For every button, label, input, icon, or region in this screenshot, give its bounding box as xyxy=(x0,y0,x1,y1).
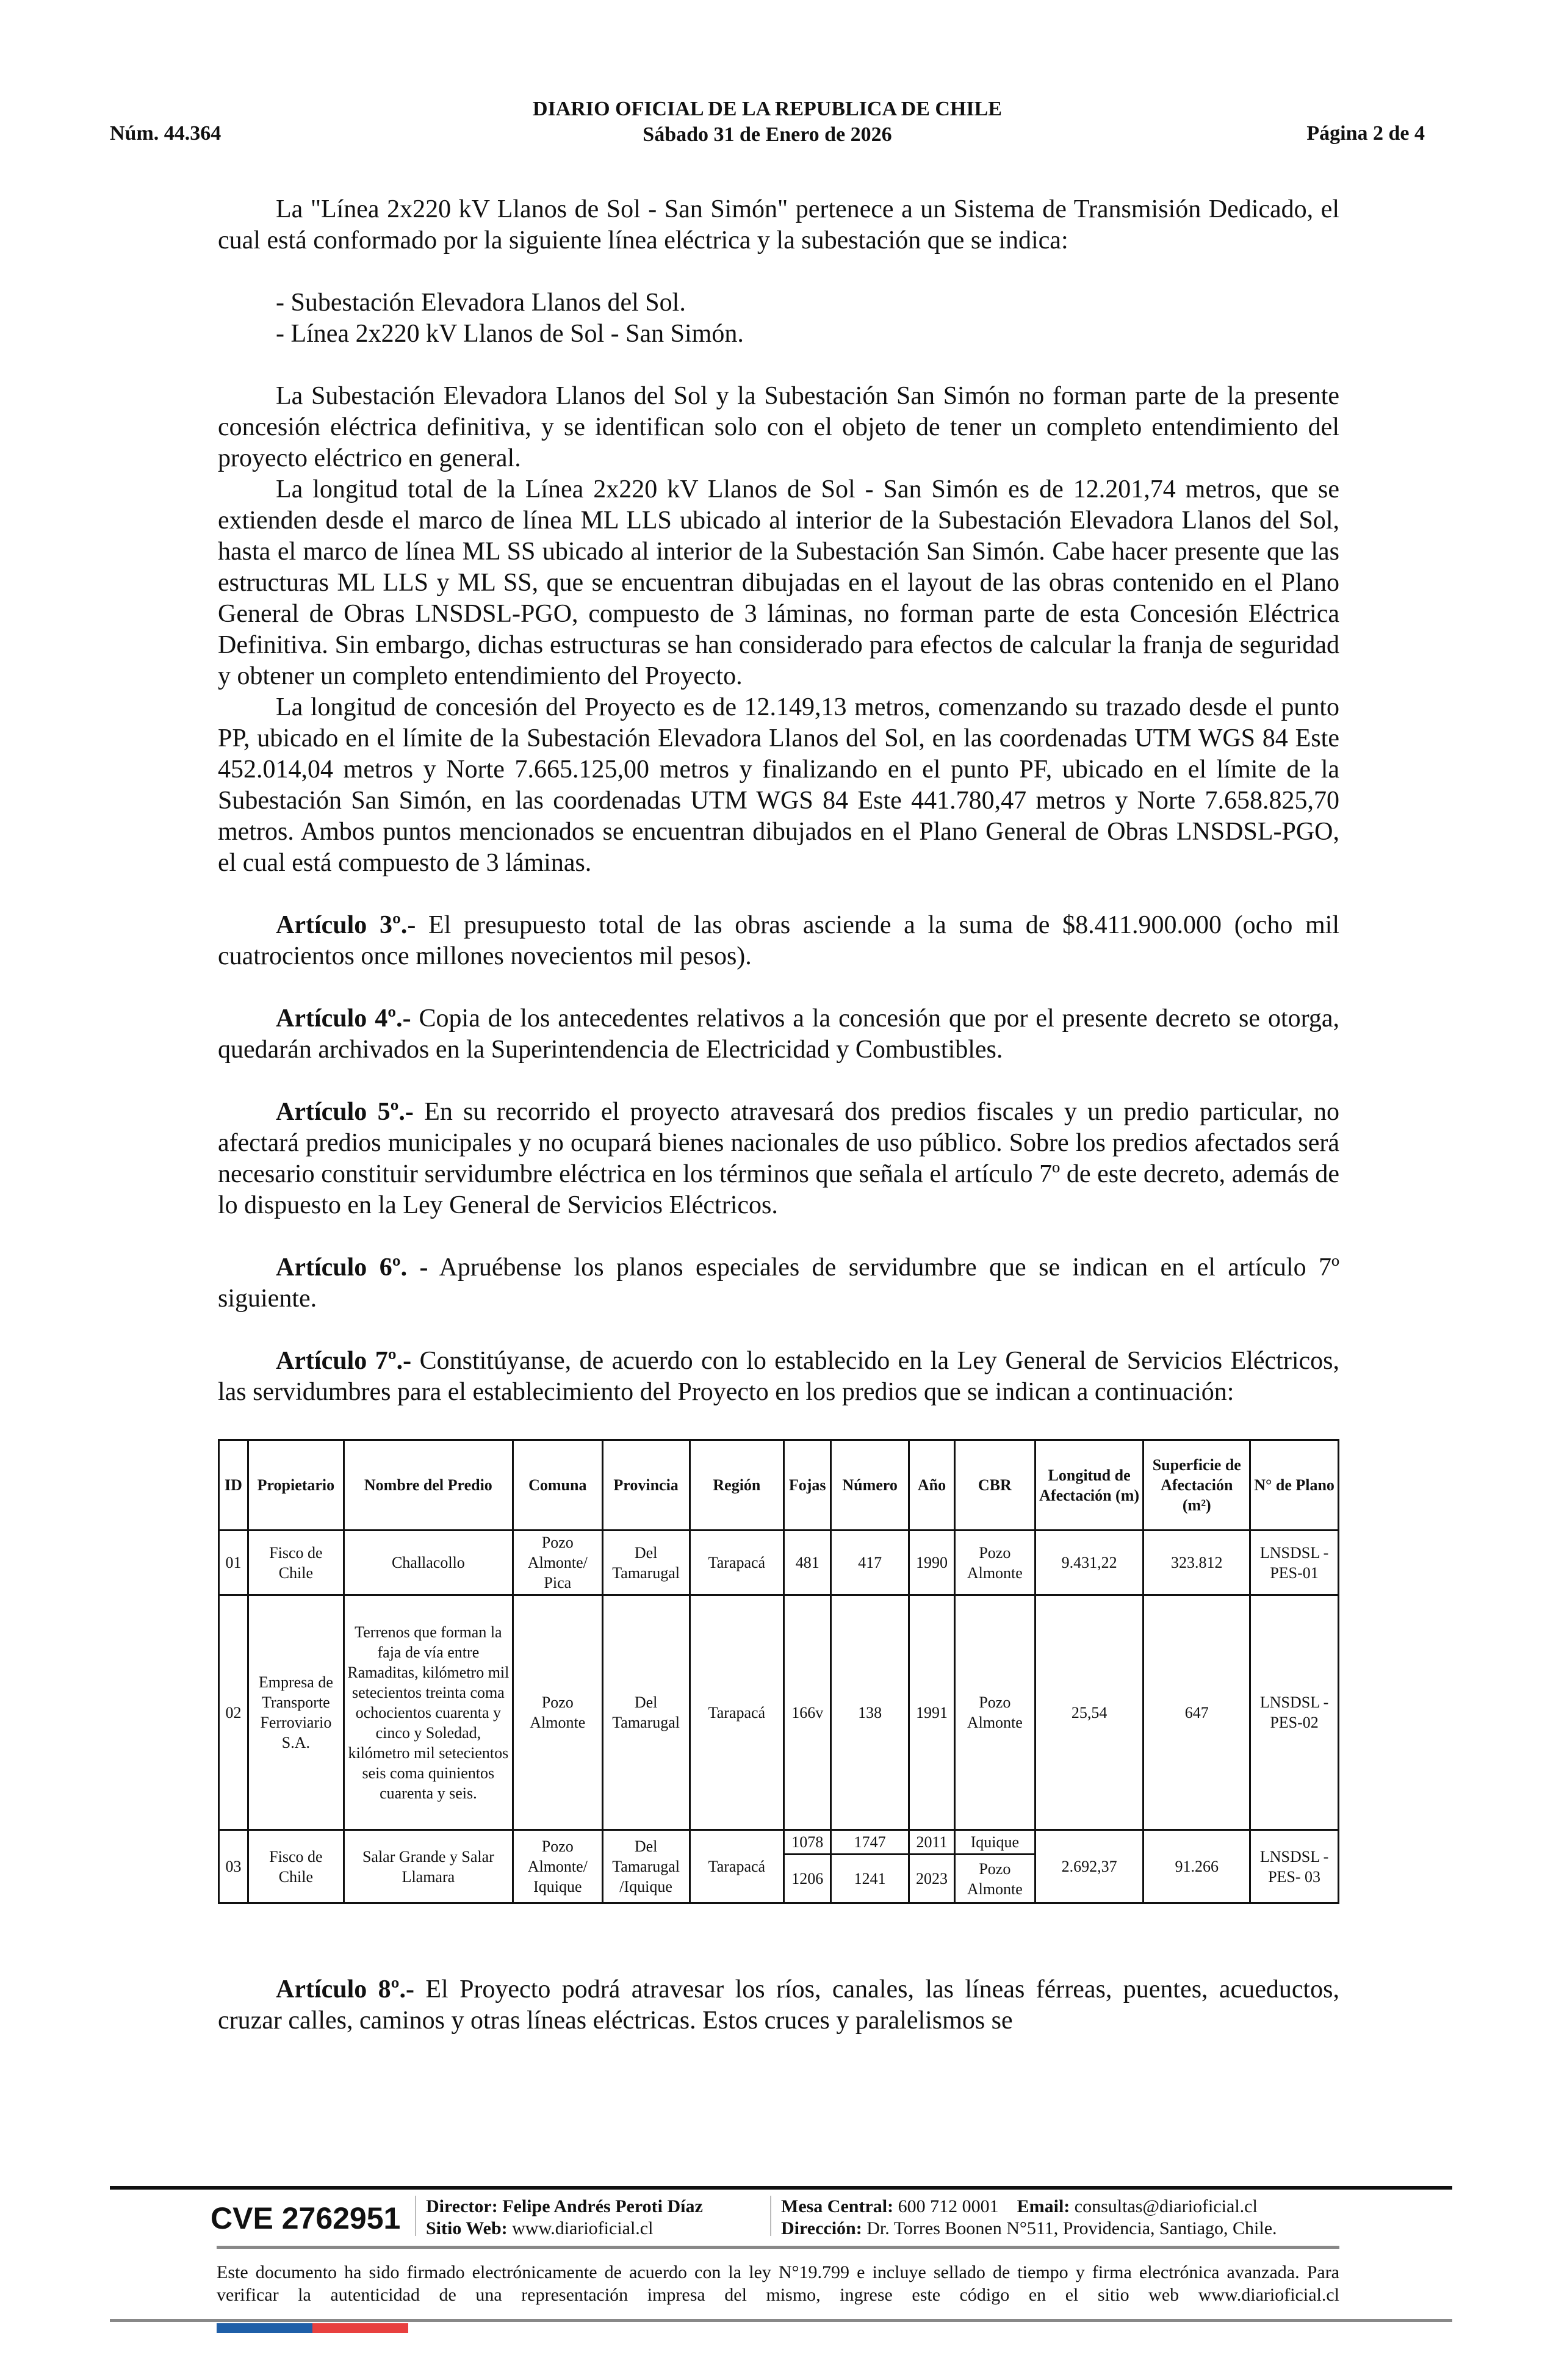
column-header: N° de Plano xyxy=(1250,1440,1339,1531)
cell: Terrenos que forman la faja de vía entre Ramaditas, kilómetro mil setecientos treinta coma ochocientos cuarenta y cinco y Soledad, kilómetro mil setecientos seis coma quinientos cuarenta y seis. xyxy=(344,1595,513,1830)
cell: Pozo Almonte xyxy=(954,1531,1035,1595)
cell: LNSDSL -PES-02 xyxy=(1250,1595,1339,1830)
cell: 91.266 xyxy=(1144,1830,1250,1903)
cell: 01 xyxy=(219,1531,248,1595)
column-header: CBR xyxy=(954,1440,1035,1531)
cve-code: CVE 2762951 xyxy=(211,2201,401,2235)
cell: 166v xyxy=(784,1595,831,1830)
label: Director: xyxy=(426,2196,498,2216)
divider xyxy=(770,2196,771,2236)
article-heading: Artículo 8º.- xyxy=(276,1975,415,2003)
label: Email: xyxy=(1017,2196,1070,2216)
flag-blue-stripe xyxy=(217,2323,312,2333)
cell: Tarapacá xyxy=(690,1595,784,1830)
page-number: Página 2 de 4 xyxy=(1306,122,1425,145)
column-header: Número xyxy=(831,1440,909,1531)
article-4 xyxy=(218,1003,1339,1066)
phone: 600 712 0001 xyxy=(893,2196,999,2216)
cell: Empresa de Transporte Ferroviario S.A. xyxy=(248,1595,344,1830)
issue-date: Sábado 31 de Enero de 2026 xyxy=(643,123,892,146)
cell: 481 xyxy=(784,1531,831,1595)
list-item: - Línea 2x220 kV Llanos de Sol - San Simón. xyxy=(276,320,744,348)
article-8 xyxy=(218,1974,1339,2036)
document-body xyxy=(218,194,1339,2036)
cell: Fisco de Chile xyxy=(248,1531,344,1595)
cell: 9.431,22 xyxy=(1035,1531,1144,1595)
table-row xyxy=(219,1531,1339,1595)
column-header: Longitud de Afectación (m) xyxy=(1035,1440,1144,1531)
table-header-row xyxy=(219,1440,1339,1531)
cell: Challacollo xyxy=(344,1531,513,1595)
cell: 417 xyxy=(831,1531,909,1595)
issue-number: Núm. 44.364 xyxy=(110,122,222,145)
footer-contact-block xyxy=(781,2196,1277,2240)
article-text: Copia de los antecedentes relativos a la concesión que por el presente decreto se otorga, quedarán archivados en la Superintendencia de Electricidad y Combustibles. xyxy=(218,1004,1339,1064)
cell: Pozo Almonte/ Pica xyxy=(513,1531,602,1595)
paragraph: La longitud de concesión del Proyecto es de 12.149,13 metros, comenzando su trazado desde el punto PP, ubicado en el límite de la Subestación Elevadora Llanos del Sol, en las coordenadas UTM WGS 84 Este 452.014,04 metros y Norte 7.665.125,00 metros y finalizando en el punto PF, ubicado en el límite de la Subestación San Simón, en las coordenadas UTM WGS 84 Este 441.780,47 metros y Norte 7.658.825,70 metros. Ambos puntos mencionados se encuentran dibujados en el Plano General de Obras LNSDSL-PGO, el cual está compuesto de 3 láminas. xyxy=(218,693,1339,877)
cell: 1991 xyxy=(909,1595,955,1830)
divider xyxy=(110,2319,1452,2322)
label: Sitio Web: xyxy=(426,2218,508,2238)
article-text: Apruébense los planos especiales de servidumbre que se indican en el artículo 7º siguiente. xyxy=(218,1253,1339,1313)
article-3 xyxy=(218,910,1339,972)
article-heading: Artículo 3º.- xyxy=(276,911,416,939)
cell: 323.812 xyxy=(1144,1531,1250,1595)
column-header: Año xyxy=(909,1440,955,1531)
cell: Pozo Almonte xyxy=(954,1595,1035,1830)
signature-notice: Este documento ha sido firmado electrónicamente de acuerdo con la ley N°19.799 e incluye sellado de tiempo y firma electrónica avanzada. Para verificar la autenticidad de una representación impresa del mismo, ingrese este código en el sitio web www.diarioficial.cl xyxy=(217,2262,1339,2305)
article-5 xyxy=(218,1097,1339,1221)
page-header xyxy=(110,96,1425,148)
label: Dirección: xyxy=(781,2218,862,2238)
cell: LNSDSL -PES- 03 xyxy=(1250,1830,1339,1903)
cell: Iquique xyxy=(954,1830,1035,1855)
journal-title: DIARIO OFICIAL DE LA REPUBLICA DE CHILE xyxy=(533,98,1002,120)
cell: 25,54 xyxy=(1035,1595,1144,1830)
article-heading: Artículo 7º.- xyxy=(276,1347,412,1375)
paragraph: La "Línea 2x220 kV Llanos de Sol - San Simón" pertenece a un Sistema de Transmisión Dedicado, el cual está conformado por la siguiente línea eléctrica y la subestación que se indica: xyxy=(218,195,1339,254)
footer-divider xyxy=(110,2186,1452,2190)
divider xyxy=(415,2196,416,2236)
column-header: Región xyxy=(690,1440,784,1531)
cell: 138 xyxy=(831,1595,909,1830)
paragraph: La Subestación Elevadora Llanos del Sol y la Subestación San Simón no forman parte de la presente concesión eléctrica definitiva, y se identifican solo con el objeto de tener un completo entendimiento del proyecto eléctrico en general. xyxy=(218,382,1339,472)
divider xyxy=(217,2246,1339,2249)
flag-red-stripe xyxy=(312,2323,408,2333)
director-name: Felipe Andrés Peroti Díaz xyxy=(497,2196,703,2216)
cell: Tarapacá xyxy=(690,1830,784,1903)
article-text: El presupuesto total de las obras asciende a la suma de $8.411.900.000 (ocho mil cuatrocientos once millones novecientos mil pesos). xyxy=(218,911,1339,970)
cell: Del Tamarugal /Iquique xyxy=(602,1830,690,1903)
cell: LNSDSL -PES-01 xyxy=(1250,1531,1339,1595)
cell: Pozo Almonte/ Iquique xyxy=(513,1830,602,1903)
cell: Pozo Almonte xyxy=(513,1595,602,1830)
label: Mesa Central: xyxy=(781,2196,894,2216)
article-heading: Artículo 5º.- xyxy=(276,1098,414,1126)
address: Dr. Torres Boonen N°511, Providencia, Santiago, Chile. xyxy=(862,2218,1277,2238)
cell: 1241 xyxy=(831,1855,909,1903)
table-row xyxy=(219,1595,1339,1830)
article-text: En su recorrido el proyecto atravesará dos predios fiscales y un predio particular, no afectará predios municipales y no ocupará bienes nacionales de uso público. Sobre los predios afectados será necesario constituir servidumbre eléctrica en los términos que señala el artículo 7º de este decreto, además de lo dispuesto en la Ley General de Servicios Eléctricos. xyxy=(218,1098,1339,1219)
column-header: ID xyxy=(219,1440,248,1531)
article-text: Constitúyanse, de acuerdo con lo establecido en la Ley General de Servicios Eléctricos, las servidumbres para el establecimiento del Proyecto en los predios que se indican a continuación: xyxy=(218,1347,1339,1406)
easements-table xyxy=(218,1439,1339,1904)
cell: 647 xyxy=(1144,1595,1250,1830)
article-heading: Artículo 4º.- xyxy=(276,1004,411,1033)
cell: Fisco de Chile xyxy=(248,1830,344,1903)
email-link[interactable]: consultas@diarioficial.cl xyxy=(1070,2196,1258,2216)
article-7 xyxy=(218,1346,1339,1408)
cell: 1206 xyxy=(784,1855,831,1903)
cell: Tarapacá xyxy=(690,1531,784,1595)
footer-director-block xyxy=(426,2196,703,2240)
table-row xyxy=(219,1830,1339,1855)
cell: 2023 xyxy=(909,1855,955,1903)
cell: 2.692,37 xyxy=(1035,1830,1144,1903)
cell: Del Tamarugal xyxy=(602,1595,690,1830)
list-item: - Subestación Elevadora Llanos del Sol. xyxy=(276,289,686,317)
column-header: Fojas xyxy=(784,1440,831,1531)
article-6 xyxy=(218,1252,1339,1314)
cell: Del Tamarugal xyxy=(602,1531,690,1595)
cell: 2011 xyxy=(909,1830,955,1855)
article-heading: Artículo 6º. - xyxy=(276,1253,428,1282)
paragraph: La longitud total de la Línea 2x220 kV Llanos de Sol - San Simón es de 12.201,74 metros, que se extienden desde el marco de línea ML LLS ubicado al interior de la Subestación Elevadora Llanos del Sol, hasta el marco de línea ML SS ubicado al interior de la Subestación San Simón. Cabe hacer presente que las estructuras ML LLS y ML SS, que se encuentran dibujadas en el layout de las obras contenido en el Plano General de Obras LNSDSL-PGO, compuesto de 3 láminas, no forman parte de esta Concesión Eléctrica Definitiva. Sin embargo, dichas estructuras se han considerado para efectos de calcular la franja de seguridad y obtener un completo entendimiento del Proyecto. xyxy=(218,475,1339,690)
cell: Salar Grande y Salar Llamara xyxy=(344,1830,513,1903)
cell: 1747 xyxy=(831,1830,909,1855)
cell: 03 xyxy=(219,1830,248,1903)
cell: Pozo Almonte xyxy=(954,1855,1035,1903)
column-header: Propietario xyxy=(248,1440,344,1531)
cell: 02 xyxy=(219,1595,248,1830)
column-header: Nombre del Predio xyxy=(344,1440,513,1531)
article-text: El Proyecto podrá atravesar los ríos, canales, las líneas férreas, puentes, acueductos, cruzar calles, caminos y otras líneas eléctricas. Estos cruces y paralelismos se xyxy=(218,1975,1339,2035)
column-header: Superficie de Afectación (m²) xyxy=(1144,1440,1250,1531)
website-link[interactable]: www.diarioficial.cl xyxy=(507,2218,654,2238)
cell: 1990 xyxy=(909,1531,955,1595)
column-header: Comuna xyxy=(513,1440,602,1531)
cell: 1078 xyxy=(784,1830,831,1855)
column-header: Provincia xyxy=(602,1440,690,1531)
